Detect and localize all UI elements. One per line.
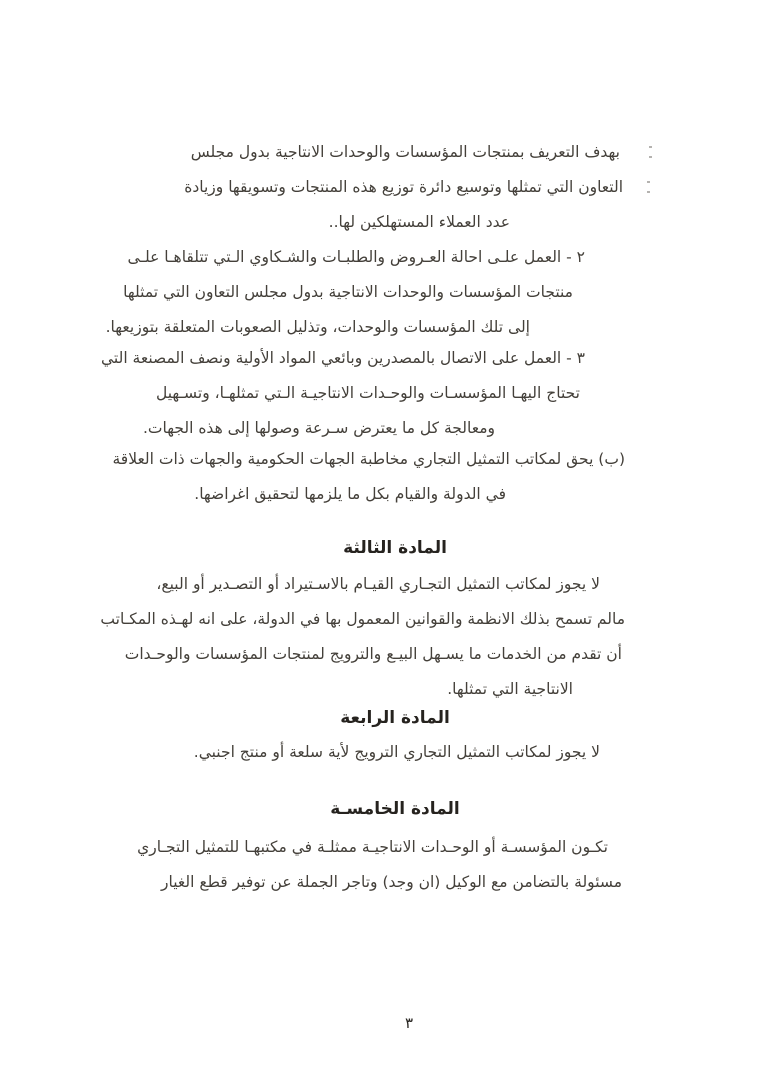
list-item-line: ٣ - العمل على الاتصال بالمصدرين وبائعي المواد الأولية ونصف المصنعة التي bbox=[101, 349, 585, 367]
page-number: ٣ bbox=[404, 1014, 414, 1032]
article-3-heading: المادة الثالثة bbox=[343, 538, 447, 558]
text-line: بهدف التعريف بمنتجات المؤسسات والوحدات الانتاجية بدول مجلس bbox=[190, 143, 620, 161]
list-item-line: إلى تلك المؤسسات والوحدات، وتذليل الصعوبات المتعلقة بتوزيعها. bbox=[105, 318, 530, 336]
text-line: مالم تسمح بذلك الانظمة والقوانين المعمول بها في الدولة، على انه لهـذه المكـاتب bbox=[100, 610, 625, 628]
scan-artifact bbox=[649, 146, 652, 158]
article-5-heading: المادة الخامسـة bbox=[330, 799, 460, 819]
list-item-line: ٢ - العمل علـى احالة العـروض والطلبـات والشـكاوي الـتي تتلقاهـا علـى bbox=[127, 248, 585, 266]
text-line: عدد العملاء المستهلكين لها.. bbox=[328, 213, 510, 231]
text-line: الانتاجية التي تمثلها. bbox=[447, 680, 573, 698]
text-line: لا يجوز لمكاتب التمثيل التجاري الترويج لأية سلعة أو منتج اجنبي. bbox=[193, 743, 600, 761]
scan-artifact bbox=[647, 181, 650, 193]
article-4-heading: المادة الرابعة bbox=[340, 708, 450, 728]
list-item-line: تحتاج اليهـا المؤسسـات والوحـدات الانتاجيـة الـتي تمثلهـا، وتسـهيل bbox=[155, 384, 580, 402]
text-line: أن تقدم من الخدمات ما يسـهل البيـع والترويج لمنتجات المؤسسات والوحـدات bbox=[124, 645, 622, 663]
text-line: لا يجوز لمكاتب التمثيل التجـاري القيـام بالاسـتيراد أو التصـدير أو البيع، bbox=[156, 575, 600, 593]
text-line: التعاون التي تمثلها وتوسيع دائرة توزيع هذه المنتجات وتسويقها وزيادة bbox=[184, 178, 623, 196]
list-item-line: ومعالجة كل ما يعترض سـرعة وصولها إلى هذه الجهات. bbox=[142, 419, 495, 437]
text-line: مسئولة بالتضامن مع الوكيل (ان وجد) وتاجر الجملة عن توفير قطع الغيار bbox=[161, 873, 622, 891]
list-item-line: في الدولة والقيام بكل ما يلزمها لتحقيق اغراضها. bbox=[194, 485, 506, 503]
list-item-line: (ب) يحق لمكاتب التمثيل التجاري مخاطبة الجهات الحكومية والجهات ذات العلاقة bbox=[112, 450, 625, 468]
list-item-line: منتجات المؤسسات والوحدات الانتاجية بدول مجلس التعاون التي تمثلها bbox=[123, 283, 573, 301]
text-line: تكـون المؤسسـة أو الوحـدات الانتاجيـة ممثلـة في مكتبهـا للتمثيل التجـاري bbox=[137, 838, 608, 856]
